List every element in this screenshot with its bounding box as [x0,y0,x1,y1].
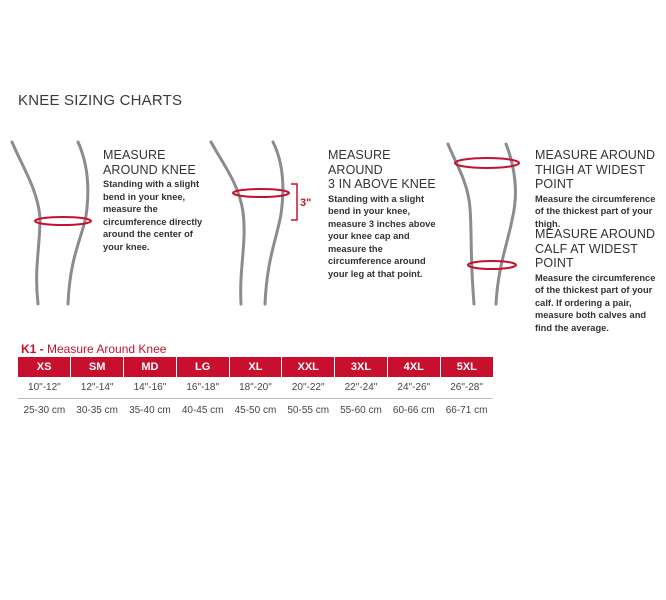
instruction-calf [535,227,661,334]
cm-cell: 60-66 cm [392,404,435,416]
instruction-body: Standing with a slight bend in your knee, measure the circumference directly around the center of your knee. [103,179,203,252]
cm-cell: 45-50 cm [234,404,277,416]
size-header-cell: 5XL [440,357,493,377]
size-header-cell: XL [229,357,282,377]
inches-cell: 12"-14" [71,377,124,399]
inches-cell: 26"-28" [440,377,493,399]
three-inch-marker-label: 3" [300,197,312,209]
inches-cell: 20"-22" [282,377,335,399]
size-header-cell: 4XL [387,357,440,377]
cm-cell: 35-40 cm [129,404,171,416]
size-header-cell: SM [71,357,124,377]
cm-cell: 66-71 cm [445,404,488,416]
instruction-heading: MEASURE AROUND THIGH AT WIDEST POINT [535,148,656,191]
size-header-cell: 3XL [335,357,388,377]
instruction-above-knee [328,148,446,280]
instruction-heading: MEASURE AROUND 3 IN ABOVE KNEE [328,148,436,191]
size-chart-separator: - [36,342,48,356]
instruction-body: Measure the circumference of the thickest part of your calf. If ordering a pair, measure both calves and find the average. [535,272,656,333]
instruction-heading: MEASURE AROUND CALF AT WIDEST POINT [535,227,656,270]
size-header-row [18,357,493,377]
thigh-calf-measure-diagram [442,138,532,306]
inches-cell: 22"-24" [335,377,388,399]
page-title: KNEE SIZING CHARTS [18,92,183,109]
instruction-body: Standing with a slight bend in your knee, measure 3 inches above your knee cap and measure the circumference around your leg at that point. [328,193,436,279]
cm-row [18,399,493,422]
inches-cell: 24"-26" [387,377,440,399]
size-header-cell: XXL [282,357,335,377]
size-header-cell: LG [176,357,229,377]
instruction-around-knee [103,148,215,253]
inches-row [18,377,493,399]
inches-cell: 18"-20" [229,377,282,399]
instruction-body: Measure the circumference of the thickest part of your thigh. [535,193,656,229]
size-chart-table [18,357,493,421]
cm-cell: 55-60 cm [340,404,382,416]
inches-cell: 16"-18" [176,377,229,399]
size-header-cell: MD [124,357,177,377]
instruction-thigh [535,148,661,230]
instruction-heading: MEASURE AROUND KNEE [103,148,196,177]
inches-cell: 14"-16" [124,377,177,399]
cm-cell: 25-30 cm [23,404,66,416]
size-chart-label: Measure Around Knee [47,342,167,356]
cm-cell: 50-55 cm [287,404,330,416]
cm-cell: 40-45 cm [181,404,224,416]
size-chart-title [21,342,166,356]
above-knee-measure-diagram [205,138,325,306]
inches-cell: 10"-12" [18,377,71,399]
size-chart-code: K1 [21,342,37,356]
cm-cell: 30-35 cm [76,404,118,416]
knee-measure-diagram [8,138,104,306]
size-header-cell: XS [18,357,71,377]
